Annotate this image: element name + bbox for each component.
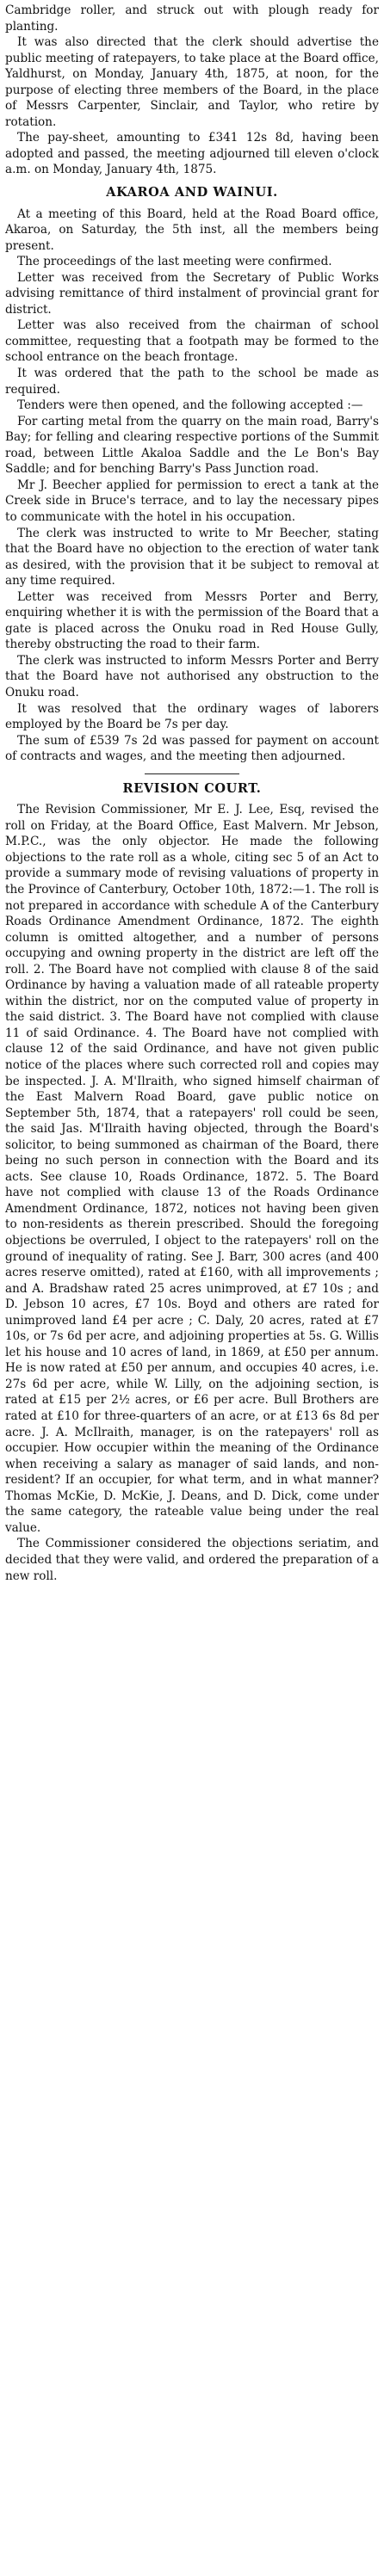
section-divider bbox=[145, 773, 239, 774]
akaroa-paragraph: Tenders were then opened, and the following accepted :— bbox=[17, 398, 363, 413]
akaroa-section bbox=[5, 185, 379, 765]
revision-paragraph: The Commissioner considered the objections seriatim, and decided that they were valid, and ordered the preparation of a new roll. bbox=[5, 1537, 379, 1583]
akaroa-paragraph: For carting metal from the quarry on the main road, Barry's Bay; for felling and clearing respective portions of the Summit road, between Little Akaloa Saddle and the Le Bon's Bay Saddle; and for benching Barry's Pass Junction road. bbox=[5, 414, 379, 477]
akaroa-paragraph: The clerk was instructed to inform Messrs Porter and Berry that the Board have not authorised any obstruction to the Onuku road. bbox=[5, 653, 379, 699]
akaroa-paragraph: It was resolved that the ordinary wages of laborers employed by the Board be 7s per day. bbox=[5, 701, 379, 732]
akaroa-paragraph: The proceedings of the last meeting were confirmed. bbox=[17, 255, 332, 269]
intro-paragraph: It was also directed that the clerk should advertise the public meeting of ratepayers, to take place at the Board office, Yaldhurst, on Monday, January 4th, 1875, at noon, for the purpose of electing three members of the Board, in the place of Messrs Carpenter, Sinclair, and Taylor, who retire by rotation. bbox=[5, 35, 379, 129]
akaroa-paragraph: Letter was received from Messrs Porter and Berry, enquiring whether it is with the permission of the Board that a gate is placed across the Onuku road in Red House Gully, thereby obstructing the road to their farm. bbox=[5, 589, 379, 652]
section-heading-akaroa: AKAROA AND WAINUI. bbox=[106, 185, 278, 200]
intro-paragraph: Cambridge roller, and struck out with plough ready for planting. bbox=[5, 3, 379, 34]
intro-paragraph: The pay-sheet, amounting to £341 12s 8d, having been adopted and passed, the meeting adjourned till eleven o'clock a.m. on Monday, January 4th, 1875. bbox=[5, 131, 379, 177]
revision-paragraph: The Revision Commissioner, Mr E. J. Lee, Esq, revised the roll on Friday, at the Board Office, East Malvern. Mr Jebson, M.P.C., was the only objector. He made the following objections to the rate roll as a whole, citing sec 5 of an Act to provide a summary mode of revising valuations of property in the Province of Canterbury, October 10th, 1872:—1. The roll is not prepared in accordance with schedule A of the Canterbury Roads Ordinance Amendment Ordinance, 1872. The eighth column is omitted altogether, and a number of persons occupying and owning property in the district are left off the roll. 2. The Board have not complied with clause 8 of the said Ordinance by having a valuation made of all rateable property within the district, nor on the computed value of property in the said district. 3. The Board have not complied with clause 11 of said Ordinance. 4. The Board have not complied with clause 12 of the said Ordinance, and have not given public notice of the places where such corrected roll and copies may be inspected. J. A. M'Ilraith, who signed himself chairman of the East Malvern Road Board, gave public notice on September 5th, 1874, that a ratepayers' roll could be seen, the said Jas. M'Ilraith having objected, through the Board's solicitor, to being summoned as chairman of the Board, there being no such person in connection with the Board and its acts. See clause 10, Roads Ordinance, 1872. 5. The Board have not complied with clause 13 of the Roads Ordinance Amendment Ordinance, 1872, notices not having been given to non-residents as therein prescribed. Should the foregoing objections be overruled, I object to the ratepayers' roll on the ground of inequality of rating. See J. Barr, 300 acres (and 400 acres reserve omitted), rated at £160, with all improvements ; and A. Bradshaw rated 25 acres unimproved, at £7 10s ; and D. Jebson 10 acres, £7 10s. Boyd and others are rated for unimproved land £4 per acre ; C. Daly, 20 acres, rated at £7 10s, or 7s 6d per acre, and adjoining properties at 5s. G. Willis let his house and 10 acres of land, in 1869, at £50 per annum. He is now rated at £50 per annum, and occupies 40 acres, i.e. 27s 6d per acre, while W. Lilly, on the adjoining section, is rated at £15 per 2½ acres, or £6 per acre. Bull Brothers are rated at £10 for three-quarters of an acre, or at £13 6s 8d per acre. J. A. McIlraith, manager, is on the ratepayers' roll as occupier. How occupier within the meaning of the Ordinance when receiving a salary as manager of said lands, and non-resident? If an occupier, for what term, and in what manner? Thomas McKie, D. McKie, J. Deans, and D. Dick, come under the same category, the rateable value being under the real value. bbox=[5, 803, 379, 1535]
akaroa-paragraph: Letter was also received from the chairman of school committee, requesting that a footpath may be formed to the school entrance on the beach frontage. bbox=[5, 318, 379, 365]
section-heading-revision: REVISION COURT. bbox=[122, 780, 262, 796]
akaroa-paragraph: It was ordered that the path to the school be made as required. bbox=[5, 367, 379, 397]
akaroa-paragraph: The clerk was instructed to write to Mr Beecher, stating that the Board have no objection to the erection of water tank as desired, with the provision that it be subject to removal at any time required. bbox=[5, 526, 379, 589]
akaroa-paragraph: Letter was received from the Secretary of Public Works advising remittance of third instalment of provincial grant for district. bbox=[5, 270, 379, 317]
akaroa-paragraph: Mr J. Beecher applied for permission to erect a tank at the Creek side in Bruce's terrace, and to lay the necessary pipes to communicate with the hotel in his occupation. bbox=[5, 478, 379, 524]
intro-section bbox=[5, 3, 379, 178]
revision-section bbox=[5, 781, 379, 1584]
akaroa-paragraph: The sum of £539 7s 2d was passed for payment on account of contracts and wages, and the meeting then adjourned. bbox=[5, 733, 379, 764]
akaroa-paragraph: At a meeting of this Board, held at the Road Board office, Akaroa, on Saturday, the 5th inst, all the members being present. bbox=[5, 206, 379, 253]
